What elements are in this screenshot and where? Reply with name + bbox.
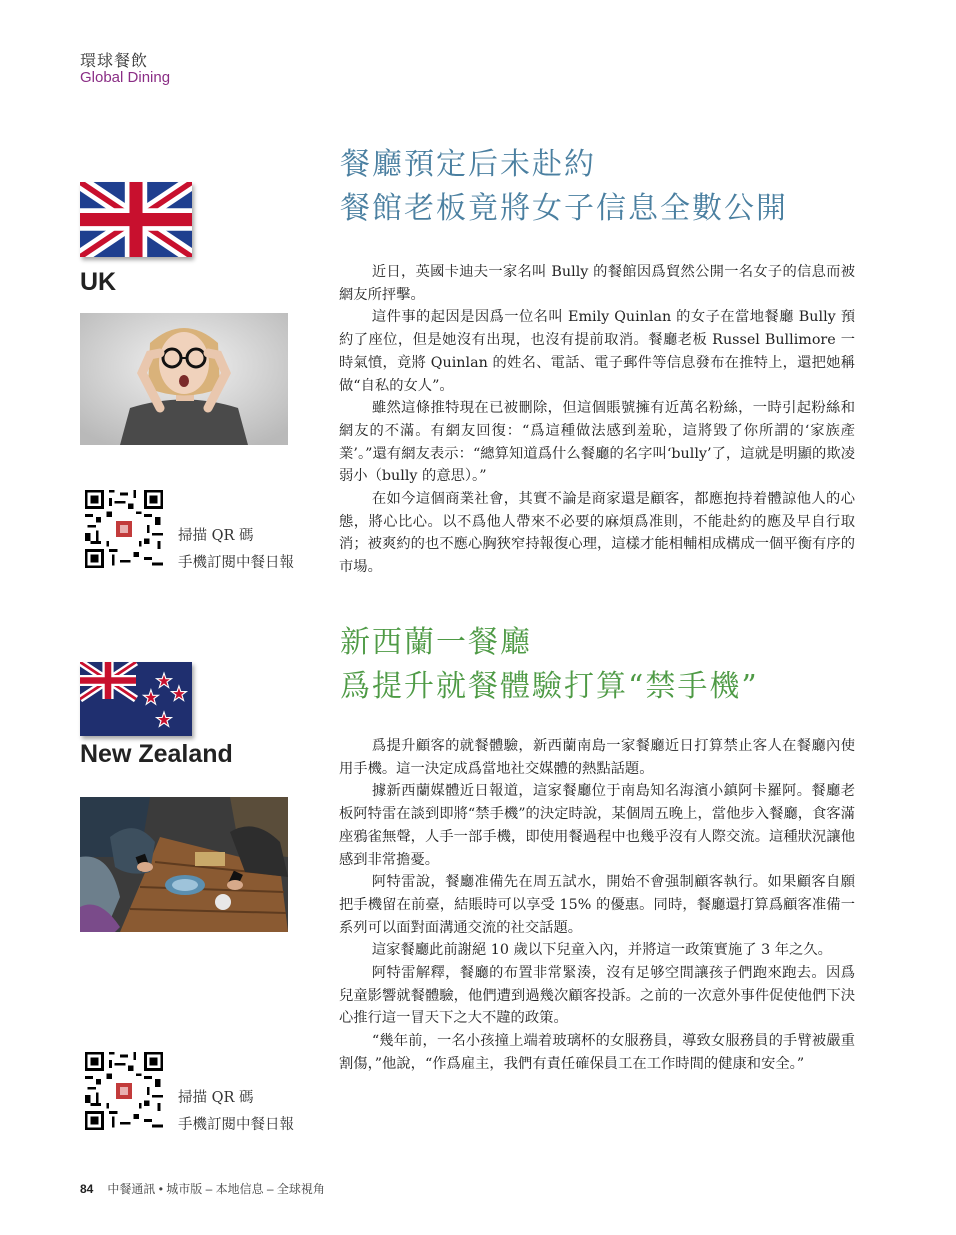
uk-country-label: UK — [80, 268, 117, 296]
uk-article-body — [339, 261, 855, 579]
nz-paragraph: 阿特雷說，餐廳准備先在周五試水，開始不會强制顧客執行。如果顧客自願把手機留在前臺，結賬時可以享受 15% 的優惠。同時，餐廳還打算爲顧客准備一系列可以面對面溝通交流的社交話題。 — [339, 874, 855, 936]
uk-article-photo — [80, 313, 288, 445]
nz-article-body — [339, 735, 855, 1076]
uk-qr-caption — [178, 523, 294, 577]
nz-paragraph: 阿特雷解釋，餐廳的布置非常緊湊，沒有足够空間讓孩子們跑來跑去。因爲兒童影響就餐體驗，他們遭到過幾次顧客投訴。之前的一次意外事件促使他們下決心推行這一冒天下之大不韙的政策。 — [339, 965, 855, 1027]
uk-flag-icon — [80, 182, 192, 257]
uk-qr-caption-line-2: 手機訂閱中餐日報 — [178, 555, 294, 571]
footer-text: 中餐通訊 • 城市版 – 本地信息 – 全球視角 — [107, 1182, 325, 1196]
nz-paragraph: 據新西蘭媒體近日報道，這家餐廳位于南島知名海濱小鎮阿卡羅阿。餐廳老板阿特雷在談到即將“禁手機”的決定時說，某個周五晚上，當他步入餐廳，食客滿座鴉雀無聲，人手一部手機，即使用餐過程中也幾乎沒有人際交流。這種狀況讓他感到非常擔憂。 — [339, 783, 855, 868]
uk-headline-line-1: 餐廳預定后未赴約 — [340, 147, 596, 182]
page-number: 84 — [80, 1182, 94, 1196]
section-title-en: Global Dining — [80, 69, 171, 86]
uk-qr-caption-line-1: 掃描 QR 碼 — [178, 528, 254, 544]
nz-qr-caption — [178, 1085, 294, 1139]
nz-paragraph: “幾年前，一名小孩撞上端着玻璃杯的女服務員，導致女服務員的手臂被嚴重割傷，”他說，“作爲雇主，我們有責任確保員工在工作時間的健康和安全。” — [339, 1033, 855, 1072]
nz-paragraph: 這家餐廳此前謝絕 10 歲以下兒童入內，并將這一政策實施了 3 年之久。 — [371, 942, 832, 959]
nz-country-label: New Zealand — [80, 740, 233, 768]
nz-article-photo — [80, 797, 288, 932]
uk-paragraph: 這件事的起因是因爲一位名叫 Emily Quinlan 的女子在當地餐廳 Bully 預約了座位，但是她沒有出現，也沒有提前取消。餐廳老板 Russel Bullimore 一時氣憤，竟將 Quinlan 的姓名、電話、電子郵件等信息發布在推特上，還把她稱做“自私的女人”。 — [339, 309, 855, 394]
page-footer — [80, 1180, 325, 1197]
nz-headline-line-2: 爲提升就餐體驗打算“禁手機” — [340, 669, 759, 704]
uk-headline — [340, 143, 788, 231]
uk-paragraph: 在如今這個商業社會，其實不論是商家還是顧客，都應抱持着體諒他人的心態，將心比心。以不爲他人帶來不必要的麻煩爲准則，不能赴約的應及早自行取消；被爽約的也不應心胸狹窄持報復心理，這樣才能相輔相成構成一個平衡有序的市場。 — [339, 491, 855, 576]
nz-flag-icon — [80, 662, 192, 736]
nz-qr-caption-line-1: 掃描 QR 碼 — [178, 1090, 254, 1106]
uk-qr-code-icon[interactable] — [85, 490, 163, 568]
nz-paragraph: 爲提升顧客的就餐體驗，新西蘭南島一家餐廳近日打算禁止客人在餐廳內使用手機。這一決定成爲當地社交媒體的熱點話題。 — [339, 738, 855, 777]
nz-qr-code-icon[interactable] — [85, 1052, 163, 1130]
nz-headline — [340, 621, 759, 709]
section-title-zh: 環球餐飲 — [80, 51, 149, 70]
uk-paragraph: 雖然這條推特現在已被刪除，但這個賬號擁有近萬名粉絲，一時引起粉絲和網友的不滿。有網友回復：“爲這種做法感到羞恥，這將毀了你所謂的‘家族產業’。”還有網友表示：“總算知道爲什么餐廳的名字叫‘bully’了，這就是明顯的欺凌弱小（bully 的意思）。” — [339, 400, 855, 485]
uk-paragraph: 近日，英國卡迪夫一家名叫 Bully 的餐館因爲貿然公開一名女子的信息而被網友所抨擊。 — [339, 264, 855, 303]
nz-headline-line-1: 新西蘭一餐廳 — [340, 625, 532, 660]
nz-qr-caption-line-2: 手機訂閱中餐日報 — [178, 1117, 294, 1133]
uk-headline-line-2: 餐館老板竟將女子信息全數公開 — [340, 191, 788, 226]
